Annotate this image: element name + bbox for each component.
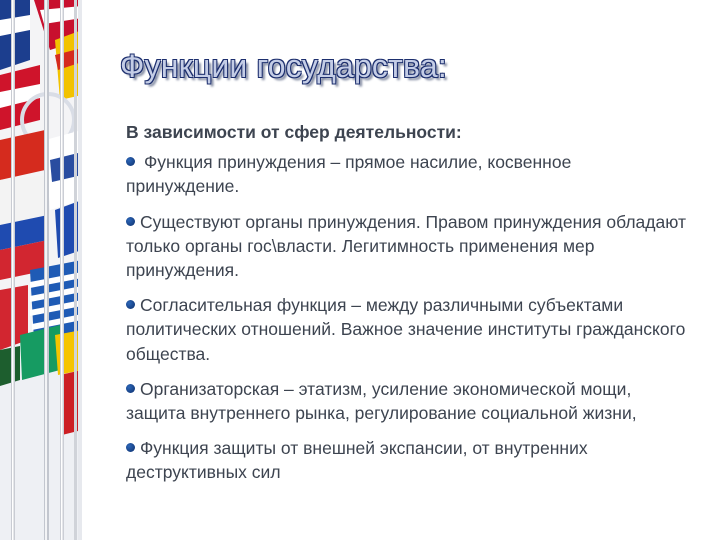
bullet-icon — [126, 300, 135, 309]
flag-strip-image — [0, 0, 82, 540]
list-item-text: Организаторская – этатизм, усиление экономической мощи, защита внутреннего рынка, регулирование социальной жизни, — [126, 378, 637, 424]
list-item-text: Согласительная функция – между различными субъектами политических отношений. Важное значение институты гражданского общества. — [126, 295, 686, 364]
bullet-icon — [126, 384, 135, 393]
list-item — [126, 150, 686, 198]
bullet-icon — [126, 217, 135, 226]
list-item — [126, 377, 686, 425]
list-item — [126, 210, 686, 283]
slide-title: Функции государства: — [120, 48, 447, 84]
list-item — [126, 293, 686, 366]
list-item — [126, 436, 686, 484]
bullet-icon — [126, 443, 135, 452]
bullet-icon — [126, 157, 135, 166]
slide-body — [126, 120, 686, 496]
list-item-text: Функция защиты от внешней экспансии, от внутренних деструктивных сил — [126, 438, 588, 483]
slide-subheading: В зависимости от сфер деятельности: — [126, 122, 462, 142]
list-item-text: Функция принуждения – прямое насилие, косвенное принуждение. — [126, 152, 572, 197]
list-item-text: Существуют органы принуждения. Правом принуждения обладают только органы гос\власти. Легитимность применения мер принуждения. — [126, 211, 686, 281]
